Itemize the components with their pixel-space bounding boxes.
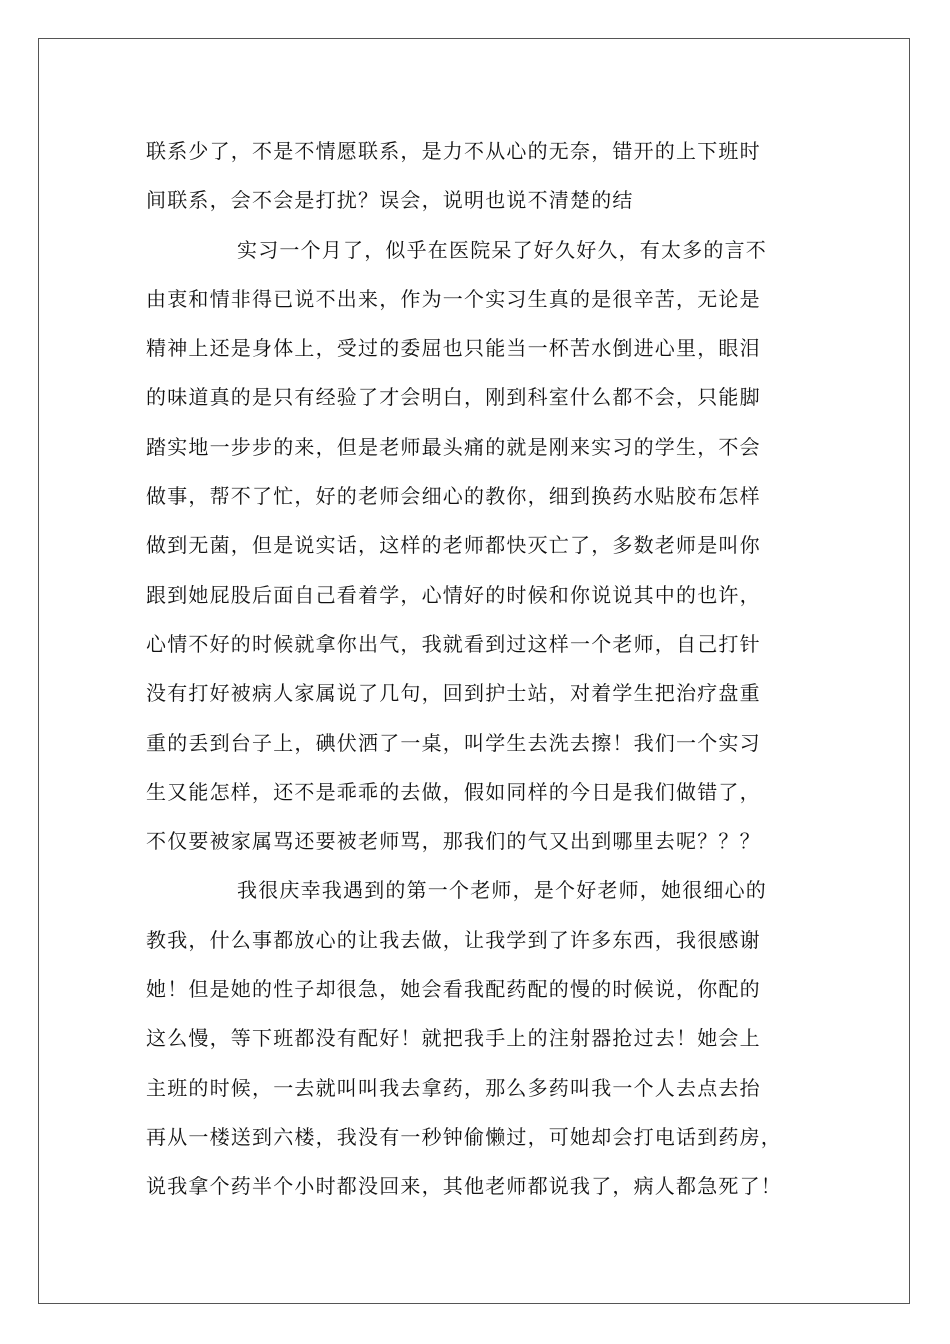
text-line: 重的丢到台子上，碘伏洒了一桌，叫学生去洗去擦！我们一个实习 bbox=[146, 730, 761, 755]
text-line: 做事，帮不了忙，好的老师会细心的教你，细到换药水贴胶布怎样 bbox=[146, 484, 761, 509]
text-line: 没有打好被病人家属说了几句，回到护士站，对着学生把治疗盘重 bbox=[146, 681, 761, 706]
paragraph-2 bbox=[146, 232, 836, 873]
text-line: 不仅要被家属骂还要被老师骂，那我们的气又出到哪里去呢？？？ bbox=[146, 829, 761, 854]
text-line: 说我拿个药半个小时都没回来，其他老师都说我了，病人都急死了！ bbox=[146, 1174, 782, 1199]
text-line: 再从一楼送到六楼，我没有一秒钟偷懒过，可她却会打电话到药房， bbox=[146, 1124, 782, 1149]
text-line: 联系少了，不是不情愿联系，是力不从心的无奈，错开的上下班时 bbox=[146, 139, 761, 163]
text-line: 这么慢，等下班都没有配好！就把我手上的注射器抢过去！她会上 bbox=[146, 1026, 761, 1051]
text-line: 主班的时候，一去就叫叫我去拿药，那么多药叫我一个人去点去抬 bbox=[146, 1075, 761, 1100]
text-line: 教我，什么事都放心的让我去做，让我学到了许多东西，我很感谢 bbox=[146, 927, 761, 952]
paragraph-1 bbox=[146, 133, 836, 232]
paragraph-3 bbox=[146, 872, 836, 1217]
text-line: 做到无菌，但是说实话，这样的老师都快灭亡了，多数老师是叫你 bbox=[146, 533, 761, 558]
text-line: 精神上还是身体上，受过的委屈也只能当一杯苦水倒进心里，眼泪 bbox=[146, 336, 761, 361]
text-line: 我很庆幸我遇到的第一个老师，是个好老师，她很细心的 bbox=[237, 878, 767, 903]
text-line: 的味道真的是只有经验了才会明白，刚到科室什么都不会，只能脚 bbox=[146, 385, 761, 410]
text-line: 心情不好的时候就拿你出气，我就看到过这样一个老师，自己打针 bbox=[146, 631, 761, 656]
text-line: 间联系，会不会是打扰？误会，说明也说不清楚的结 bbox=[146, 188, 634, 213]
text-line: 她！但是她的性子却很急，她会看我配药配的慢的时候说，你配的 bbox=[146, 977, 761, 1002]
text-line: 实习一个月了，似乎在医院呆了好久好久，有太多的言不 bbox=[237, 237, 767, 262]
text-line: 由衷和情非得已说不出来，作为一个实习生真的是很辛苦，无论是 bbox=[146, 286, 761, 311]
text-line: 跟到她屁股后面自己看着学，心情好的时候和你说说其中的也许， bbox=[146, 582, 761, 607]
text-line: 踏实地一步步的来，但是老师最头痛的就是刚来实习的学生，不会 bbox=[146, 434, 761, 459]
document-body bbox=[146, 133, 836, 1218]
text-line: 生又能怎样，还不是乖乖的去做，假如同样的今日是我们做错了， bbox=[146, 779, 761, 804]
